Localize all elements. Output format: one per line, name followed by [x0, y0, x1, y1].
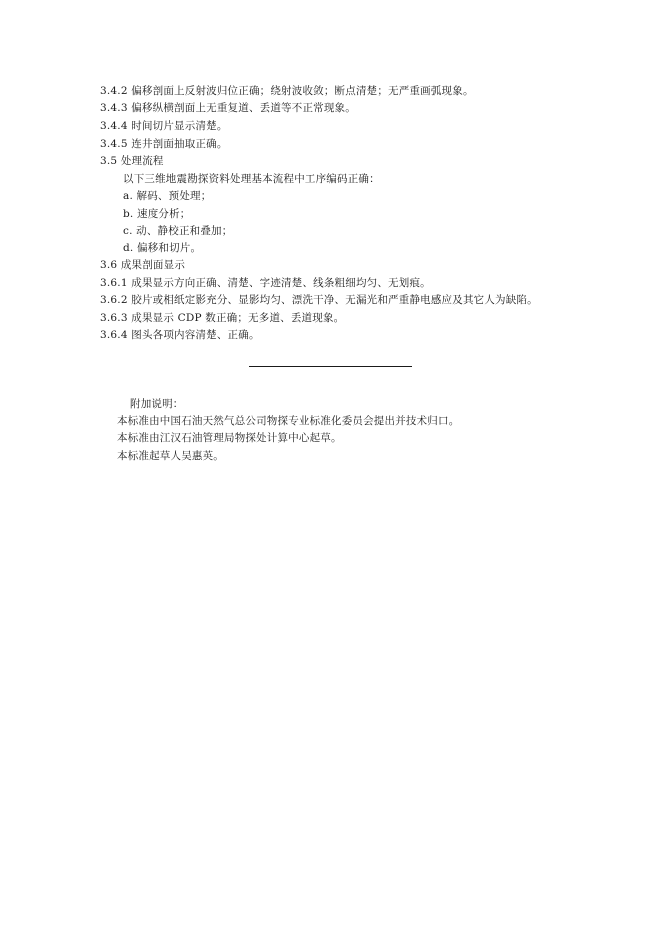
- clause-3-6-4: 3.6.4 图头各项内容清楚、正确。: [100, 329, 260, 341]
- end-of-standard-rule: [249, 366, 412, 367]
- section-3-5-heading: 3.5 处理流程: [100, 155, 164, 167]
- clause-3-6-1: 3.6.1 成果显示方向正确、清楚、字迹清楚、线条粗细均匀、无划痕。: [100, 277, 431, 289]
- appendix-heading: 附加说明：: [130, 398, 184, 410]
- clause-3-6-3: 3.6.3 成果显示 CDP 数正确；无多道、丢道现象。: [100, 312, 345, 324]
- list-item-c: c. 动、静校正和叠加；: [123, 225, 233, 237]
- section-3-6-heading: 3.6 成果剖面显示: [100, 259, 186, 271]
- appendix-drafter: 本标准起草人吴惠英。: [117, 450, 224, 462]
- section-3-5-intro: 以下三维地震勘探资料处理基本流程中工序编码正确：: [123, 173, 380, 185]
- clause-3-4-2: 3.4.2 偏移剖面上反射波归位正确；绕射波收敛；断点清楚；无严重画弧现象。: [100, 85, 474, 97]
- clause-3-4-4: 3.4.4 时间切片显示清楚。: [100, 120, 228, 132]
- list-item-b: b. 速度分析；: [123, 208, 191, 220]
- clause-3-4-3: 3.4.3 偏移纵横剖面上无重复道、丢道等不正常现象。: [100, 102, 356, 114]
- list-item-a: a. 解码、预处理；: [123, 190, 212, 202]
- list-item-d: d. 偏移和切片。: [123, 242, 202, 254]
- appendix-drafting-unit: 本标准由江汉石油管理局物探处计算中心起草。: [117, 432, 342, 444]
- clause-3-4-5: 3.4.5 连井剖面抽取正确。: [100, 138, 228, 150]
- appendix-proposer: 本标准由中国石油天然气总公司物探专业标准化委员会提出并技术归口。: [117, 415, 460, 427]
- clause-3-6-2: 3.6.2 胶片或相纸定影充分、显影均匀、漂洗干净、无漏光和严重静电感应及其它人为缺陷。: [100, 294, 538, 306]
